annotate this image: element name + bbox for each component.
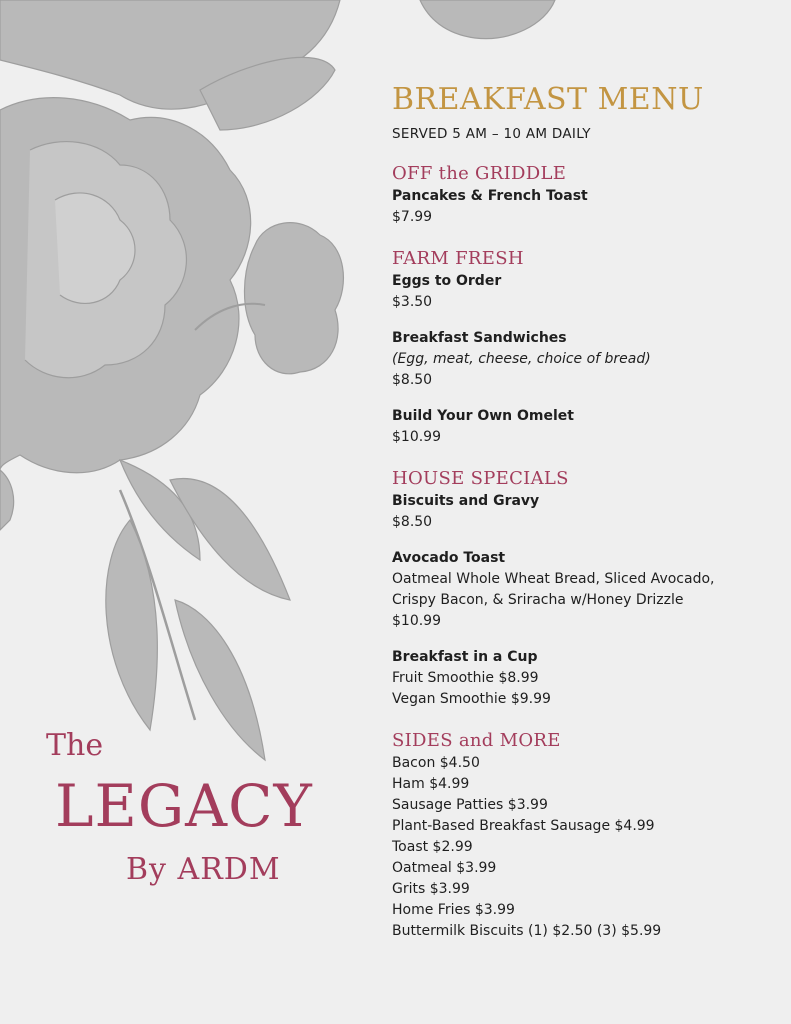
brand-name: LEGACY (55, 772, 313, 840)
item-price: $7.99 (392, 209, 433, 225)
side-item: Oatmeal $3.99 (392, 860, 497, 876)
item-name: Pancakes & French Toast (392, 188, 588, 204)
side-item: Plant-Based Breakfast Sausage $4.99 (392, 818, 655, 834)
section-title: SIDES and MORE (392, 730, 561, 751)
menu-item (392, 406, 784, 448)
brand-byline: By ARDM (126, 852, 281, 887)
item-description: Oatmeal Whole Wheat Bread, Sliced Avocado, (392, 571, 715, 587)
menu-column (392, 82, 784, 942)
item-description: Crispy Bacon, & Sriracha w/Honey Drizzle (392, 592, 684, 608)
menu-item (392, 186, 784, 228)
section-house-specials (392, 468, 784, 710)
item-price: $3.50 (392, 294, 433, 310)
menu-item (392, 271, 784, 313)
sides-list (392, 753, 784, 942)
item-price: $10.99 (392, 613, 441, 629)
menu-title: BREAKFAST MENU (392, 82, 704, 117)
side-item: Ham $4.99 (392, 776, 470, 792)
section-griddle (392, 163, 784, 228)
item-name: Eggs to Order (392, 273, 502, 289)
item-option: Fruit Smoothie $8.99 (392, 670, 539, 686)
section-sides (392, 730, 784, 942)
side-item: Toast $2.99 (392, 839, 473, 855)
brand-the: The (46, 728, 104, 763)
side-item: Home Fries $3.99 (392, 902, 515, 918)
item-name: Breakfast in a Cup (392, 649, 538, 665)
item-name: Build Your Own Omelet (392, 408, 574, 424)
side-item: Sausage Patties $3.99 (392, 797, 548, 813)
menu-item (392, 328, 784, 391)
section-title: HOUSE SPECIALS (392, 468, 569, 489)
item-name: Breakfast Sandwiches (392, 330, 567, 346)
side-item: Bacon $4.50 (392, 755, 480, 771)
side-item: Buttermilk Biscuits (1) $2.50 (3) $5.99 (392, 923, 662, 939)
item-price: $8.50 (392, 372, 433, 388)
menu-item (392, 491, 784, 533)
menu-item (392, 548, 784, 632)
item-name: Avocado Toast (392, 550, 506, 566)
side-item: Grits $3.99 (392, 881, 470, 897)
section-title: FARM FRESH (392, 248, 524, 269)
served-hours: SERVED 5 AM – 10 AM DAILY (392, 126, 591, 142)
item-note: (Egg, meat, cheese, choice of bread) (392, 351, 651, 367)
menu-item (392, 647, 784, 710)
item-price: $8.50 (392, 514, 433, 530)
item-price: $10.99 (392, 429, 441, 445)
item-name: Biscuits and Gravy (392, 493, 540, 509)
section-farm-fresh (392, 248, 784, 448)
section-title: OFF the GRIDDLE (392, 163, 567, 184)
item-option: Vegan Smoothie $9.99 (392, 691, 551, 707)
